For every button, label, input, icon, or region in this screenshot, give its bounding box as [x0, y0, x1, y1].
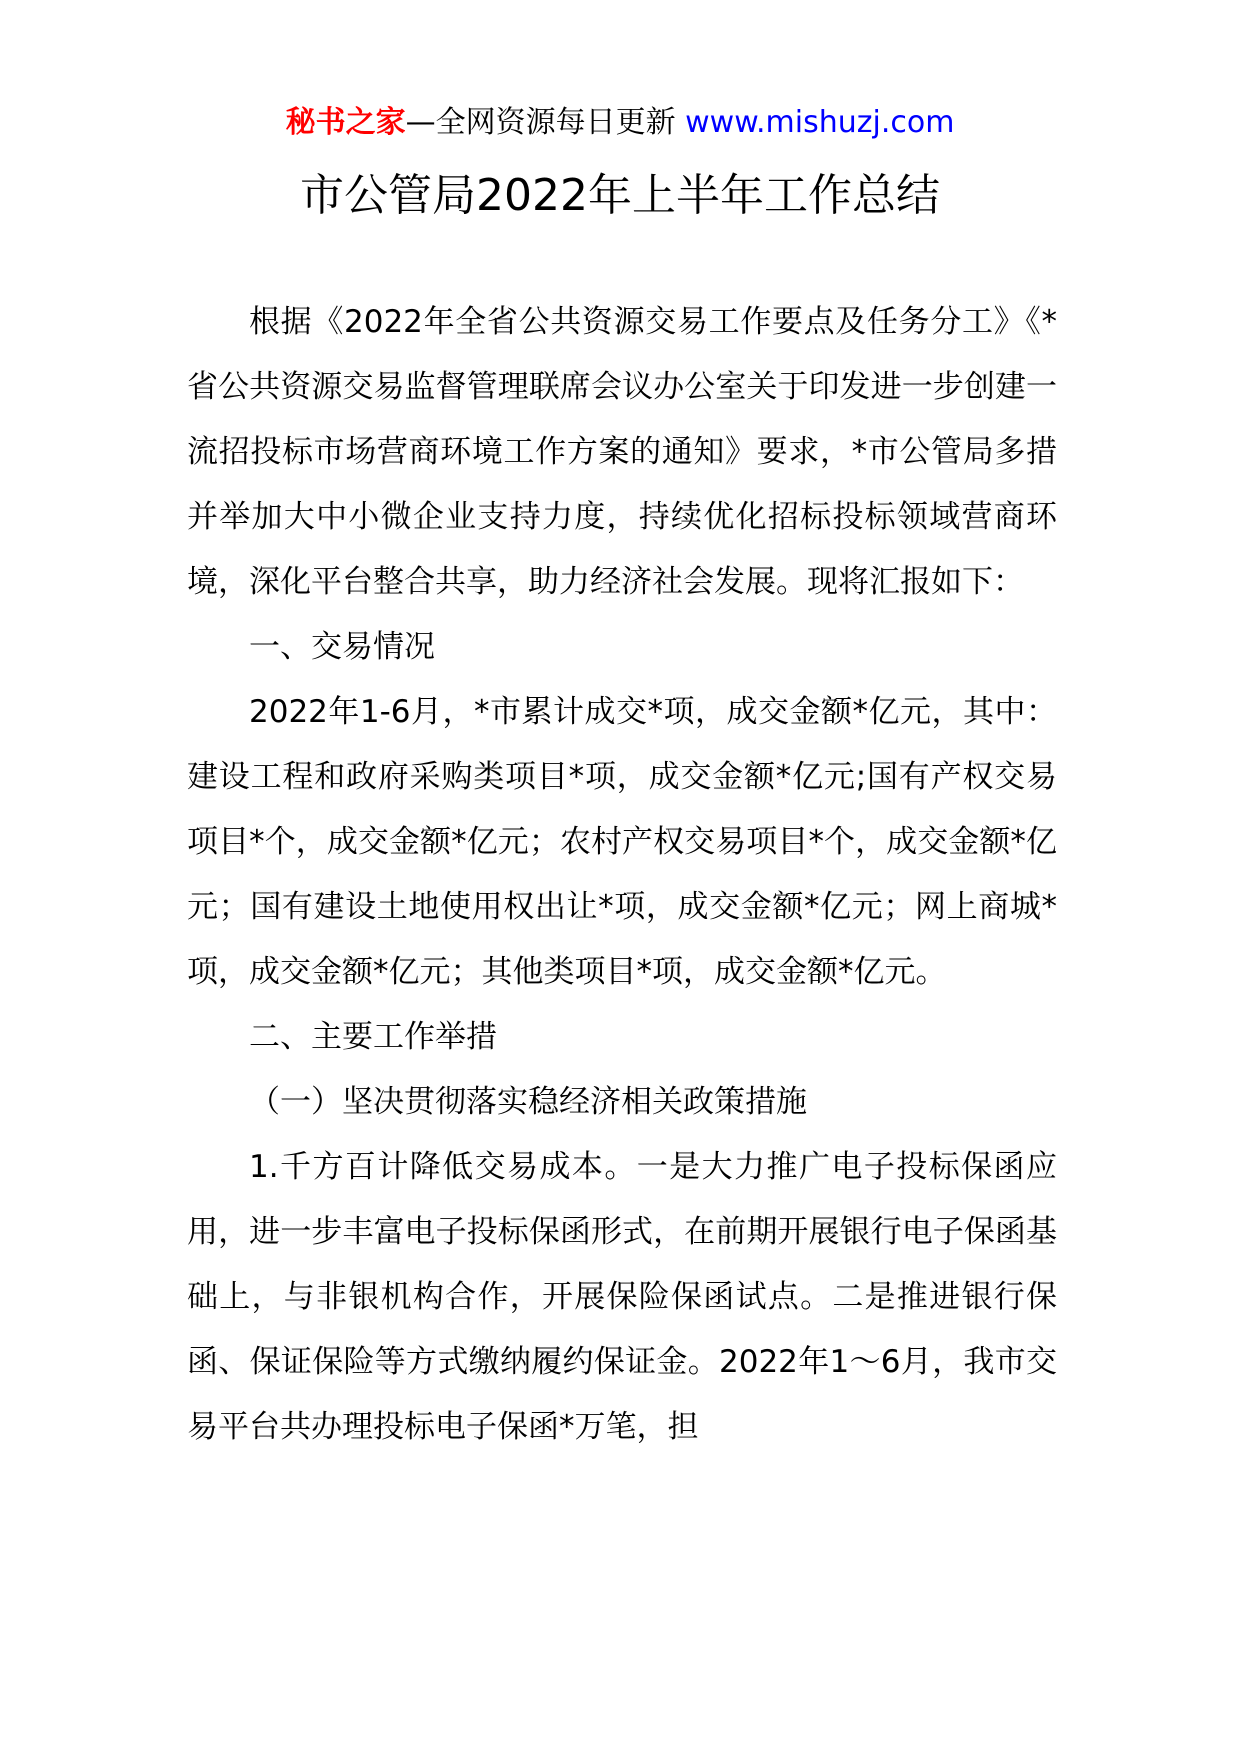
site-header: [0, 100, 1240, 146]
section-heading-measures: 二、主要工作举措: [249, 1019, 497, 1055]
document-title: 市公管局2022年上半年工作总结: [300, 170, 940, 221]
site-url[interactable]: www.mishuzj.com: [685, 105, 955, 140]
subsection-heading-policy: （一）坚决贯彻落实稳经济相关政策措施: [249, 1084, 807, 1120]
section-heading-trading: 一、交易情况: [249, 629, 435, 665]
document-body: [187, 290, 1057, 1460]
paragraph-cost-reduction: 1.千方百计降低交易成本。一是大力推广电子投标保函应用，进一步丰富电子投标保函形式，在前期开展银行电子保函基础上，与非银机构合作，开展保险保函试点。二是推进银行保函、保证保险等方式缴纳履约保证金。2022年1～6月，我市交易平台共办理投标电子保函*万笔，担: [187, 1149, 1057, 1445]
header-slogan: —全网资源每日更新: [405, 105, 686, 140]
brand-name: 秘书之家: [285, 105, 406, 140]
paragraph-intro: 根据《2022年全省公共资源交易工作要点及任务分工》《*省公共资源交易监督管理联席会议办公室关于印发进一步创建一流招投标市场营商环境工作方案的通知》要求，*市公管局多措并举加大中小微企业支持力度，持续优化招标投标领域营商环境，深化平台整合共享，助力经济社会发展。现将汇报如下：: [187, 304, 1057, 600]
paragraph-trading-stats: 2022年1-6月，*市累计成交*项，成交金额*亿元，其中：建设工程和政府采购类项目*项，成交金额*亿元;国有产权交易项目*个，成交金额*亿元；农村产权交易项目*个，成交金额*亿元；国有建设土地使用权出让*项，成交金额*亿元；网上商城*项，成交金额*亿元；其他类项目*项，成交金额*亿元。: [187, 694, 1057, 990]
